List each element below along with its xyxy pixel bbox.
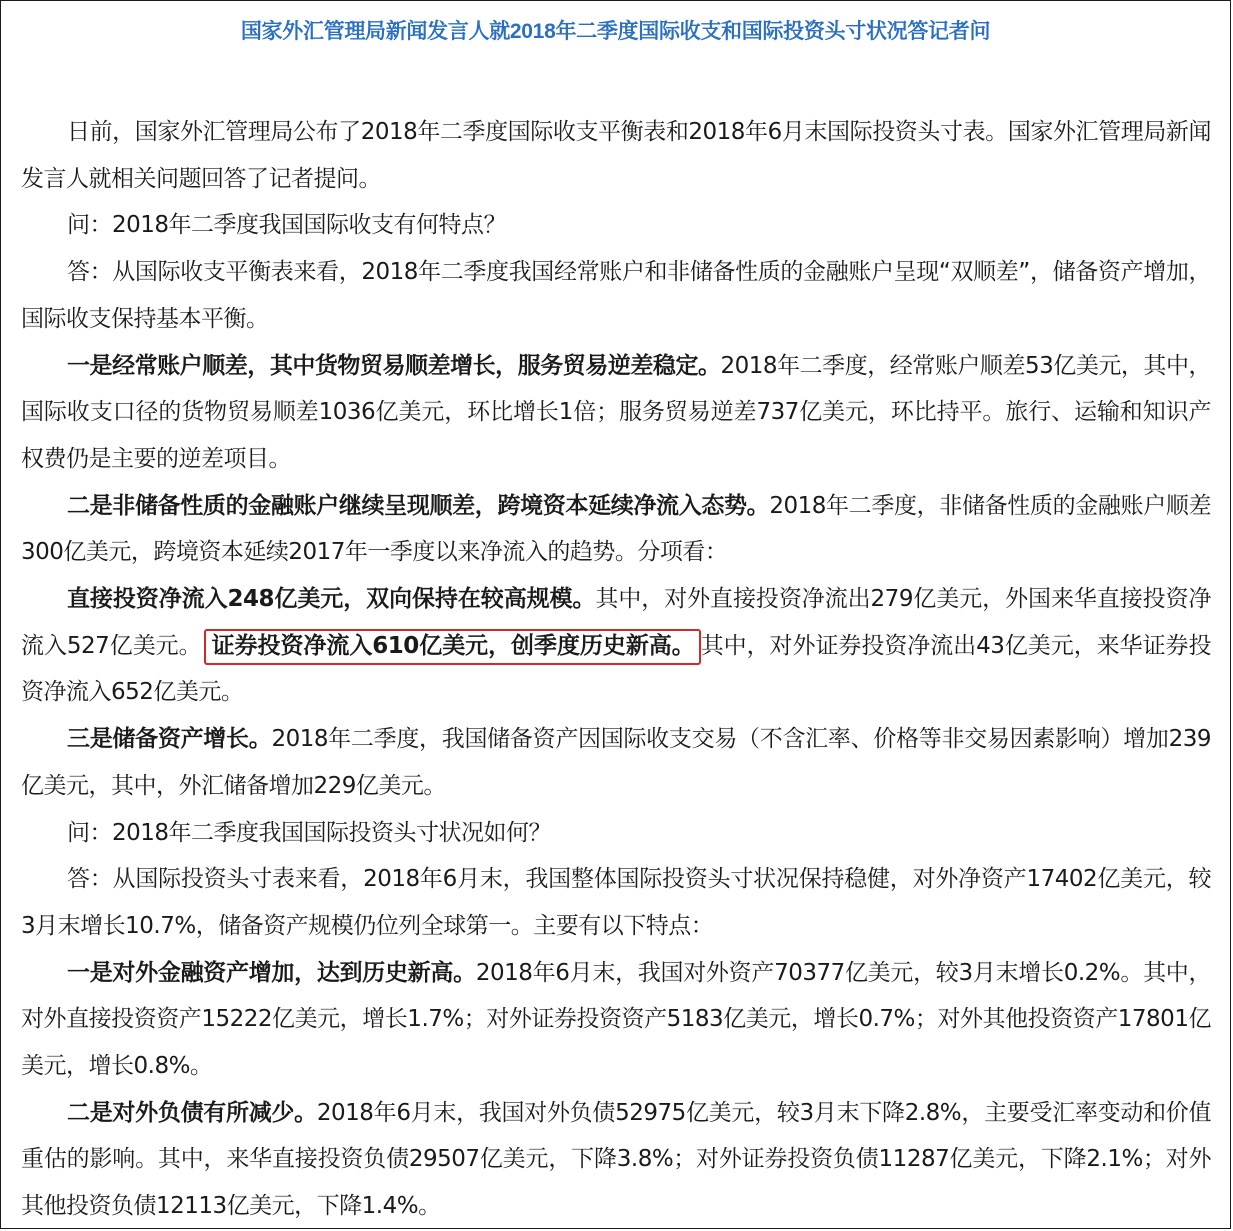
point-text: 2018年二季度，经常账户顺差53亿美元，其中，国际收支口径的货物贸易顺差1036亿美元，环比增长1倍；服务贸易逆差737亿美元，环比持平。旅行、运输和知识产权费仍是主要的逆差项目。 xyxy=(21,352,1211,472)
intro-paragraph: 日前，国家外汇管理局公布了2018年二季度国际收支平衡表和2018年6月末国际投资头寸表。国家外汇管理局新闻发言人就相关问题回答了记者提问。 xyxy=(21,119,1211,192)
point-heading: 二是对外负债有所减少。 xyxy=(67,1099,317,1126)
point-current-account xyxy=(21,343,1211,483)
point-heading: 二是非储备性质的金融账户继续呈现顺差，跨境资本延续净流入态势。 xyxy=(67,492,770,519)
point-heading: 一是经常账户顺差，其中货物贸易顺差增长，服务贸易逆差稳定。 xyxy=(67,352,721,379)
point-direct-investment xyxy=(21,576,1211,716)
article-body xyxy=(21,109,1211,1229)
point-reserve-assets xyxy=(21,716,1211,809)
highlighted-sentence: 证券投资净流入610亿美元，创季度历史新高。 xyxy=(204,629,701,665)
point-heading: 直接投资净流入248亿美元，双向保持在较高规模。 xyxy=(67,586,596,613)
article-title: 国家外汇管理局新闻发言人就2018年二季度国际收支和国际投资头寸状况答记者问 xyxy=(240,20,991,43)
question-2: 问：2018年二季度我国国际投资头寸状况如何？ xyxy=(67,819,552,846)
point-text: 其中，对外证券投资净流出43亿美元，来华证券投资净流入652亿美元。 xyxy=(21,632,1211,706)
point-heading: 三是储备资产增长。 xyxy=(67,726,272,753)
point-text: 2018年6月末，我国对外负债52975亿美元，较3月末下降2.8%，主要受汇率变动和价值重估的影响。其中，来华直接投资负债29507亿美元，下降3.8%；对外证券投资负债11287亿美元，下降2.1%；对外其他投资负债12113亿美元，下降1.4%。 xyxy=(21,1099,1212,1220)
answer-2: 答：从国际投资头寸表来看，2018年6月末，我国整体国际投资头寸状况保持稳健，对外净资产17402亿美元，较3月末增长10.7%，储备资产规模仍位列全球第一。主要有以下特点： xyxy=(21,866,1211,939)
point-text: 2018年6月末，我国对外资产70377亿美元，较3月末增长0.2%。其中，对外直接投资资产15222亿美元，增长1.7%；对外证券投资资产5183亿美元，增长0.7%；对外其他投资资产17801亿美元，增长0.8%。 xyxy=(21,959,1211,1080)
point-text: 2018年二季度，我国储备资产因国际收支交易（不含汇率、价格等非交易因素影响）增加239亿美元，其中，外汇储备增加229亿美元。 xyxy=(21,726,1212,799)
point-foreign-assets xyxy=(21,950,1211,1090)
point-heading: 一是对外金融资产增加，达到历史新高。 xyxy=(67,959,476,986)
answer-1: 答：从国际收支平衡表来看，2018年二季度我国经常账户和非储备性质的金融账户呈现“双顺差”，储备资产增加，国际收支保持基本平衡。 xyxy=(21,259,1211,332)
question-1: 问：2018年二季度我国国际收支有何特点？ xyxy=(67,212,507,239)
point-text: 2018年二季度，非储备性质的金融账户顺差300亿美元，跨境资本延续2017年一季度以来净流入的趋势。分项看： xyxy=(21,492,1212,566)
point-foreign-liabilities xyxy=(21,1090,1211,1229)
point-text: 其中，对外直接投资净流出279亿美元，外国来华直接投资净流入527亿美元。 xyxy=(21,586,1212,659)
point-financial-account xyxy=(21,483,1211,576)
